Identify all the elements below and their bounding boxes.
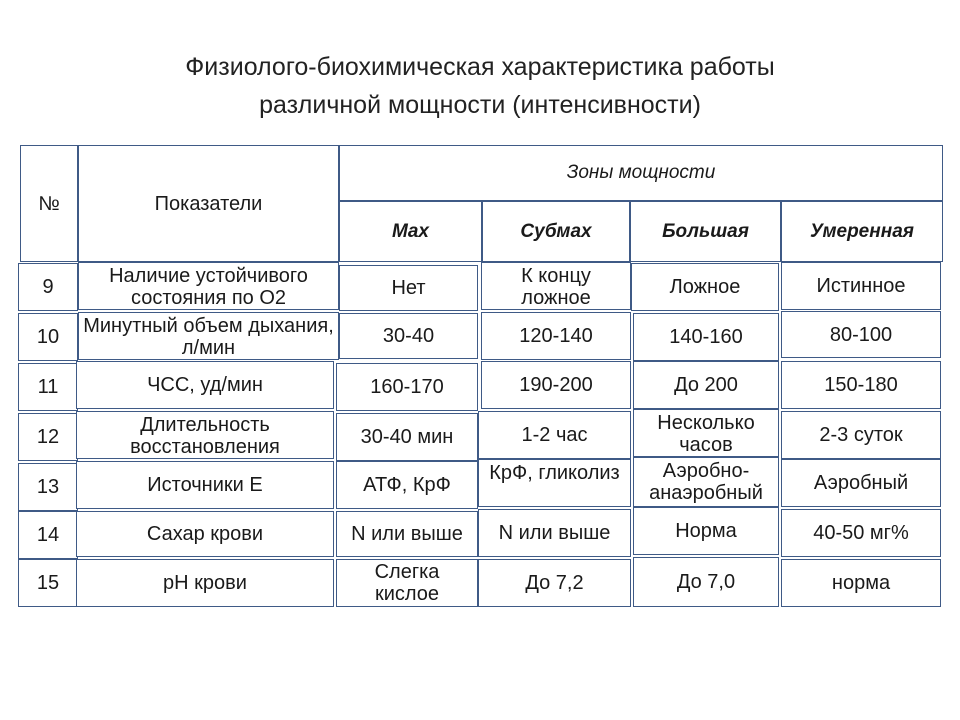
row-indicator: Минутный объем дыхания, л/мин xyxy=(78,312,339,360)
row-value-large: Ложное xyxy=(631,263,779,311)
header-col-large: Большая xyxy=(630,201,781,262)
row-value-large: Норма xyxy=(633,507,779,555)
row-num: 15 xyxy=(18,559,78,607)
row-num: 11 xyxy=(18,363,78,411)
row-value-moderate: 40-50 мг% xyxy=(781,509,941,557)
title-line-2: различной мощности (интенсивности) xyxy=(259,91,701,119)
row-value-submax: К концу ложное xyxy=(481,262,631,310)
row-indicator: pH крови xyxy=(76,559,334,607)
row-value-moderate: Истинное xyxy=(781,262,941,310)
row-value-large: До 200 xyxy=(633,361,779,409)
row-num: 9 xyxy=(18,263,78,311)
row-value-submax: 190-200 xyxy=(481,361,631,409)
row-value-max: N или выше xyxy=(336,511,478,557)
row-value-max: 30-40 мин xyxy=(336,413,478,461)
header-zones: Зоны мощности xyxy=(339,145,943,201)
header-col-moderate: Умеренная xyxy=(781,201,943,262)
header-col-max: Max xyxy=(339,201,482,262)
row-value-moderate: норма xyxy=(781,559,941,607)
title-line-1: Физиолого-биохимическая характеристика работы xyxy=(185,53,775,81)
header-col-submax: Субмах xyxy=(482,201,630,262)
row-value-moderate: 150-180 xyxy=(781,361,941,409)
row-value-submax: 120-140 xyxy=(481,312,631,360)
row-indicator: Сахар крови xyxy=(76,511,334,557)
row-num: 14 xyxy=(18,511,78,559)
row-indicator: Источники Е xyxy=(76,461,334,509)
row-value-max: Нет xyxy=(339,265,478,311)
row-value-submax: 1-2 час xyxy=(478,411,631,459)
row-value-submax: До 7,2 xyxy=(478,559,631,607)
row-value-submax: КрФ, гликолиз xyxy=(478,459,631,507)
row-value-large: Несколько часов xyxy=(633,409,779,457)
row-value-max: АТФ, КрФ xyxy=(336,461,478,509)
row-value-moderate: 2-3 суток xyxy=(781,411,941,459)
row-value-large: Аэробно-анаэробный xyxy=(633,457,779,507)
row-num: 10 xyxy=(18,313,78,361)
row-indicator: ЧСС, уд/мин xyxy=(76,361,334,409)
row-value-max: Слегка кислое xyxy=(336,559,478,607)
row-value-max: 30-40 xyxy=(339,313,478,359)
row-value-max: 160-170 xyxy=(336,363,478,411)
row-value-submax: N или выше xyxy=(478,509,631,557)
row-indicator: Наличие устойчивого состояния по О2 xyxy=(78,262,339,310)
header-indicator: Показатели xyxy=(78,145,339,262)
row-value-large: 140-160 xyxy=(633,313,779,361)
row-value-moderate: Аэробный xyxy=(781,459,941,507)
page-title xyxy=(0,48,960,124)
row-value-moderate: 80-100 xyxy=(781,311,941,358)
row-num: 13 xyxy=(18,463,78,511)
row-num: 12 xyxy=(18,413,78,461)
row-value-large: До 7,0 xyxy=(633,557,779,607)
header-num: № xyxy=(20,145,78,262)
row-indicator: Длительность восстановления xyxy=(76,411,334,459)
